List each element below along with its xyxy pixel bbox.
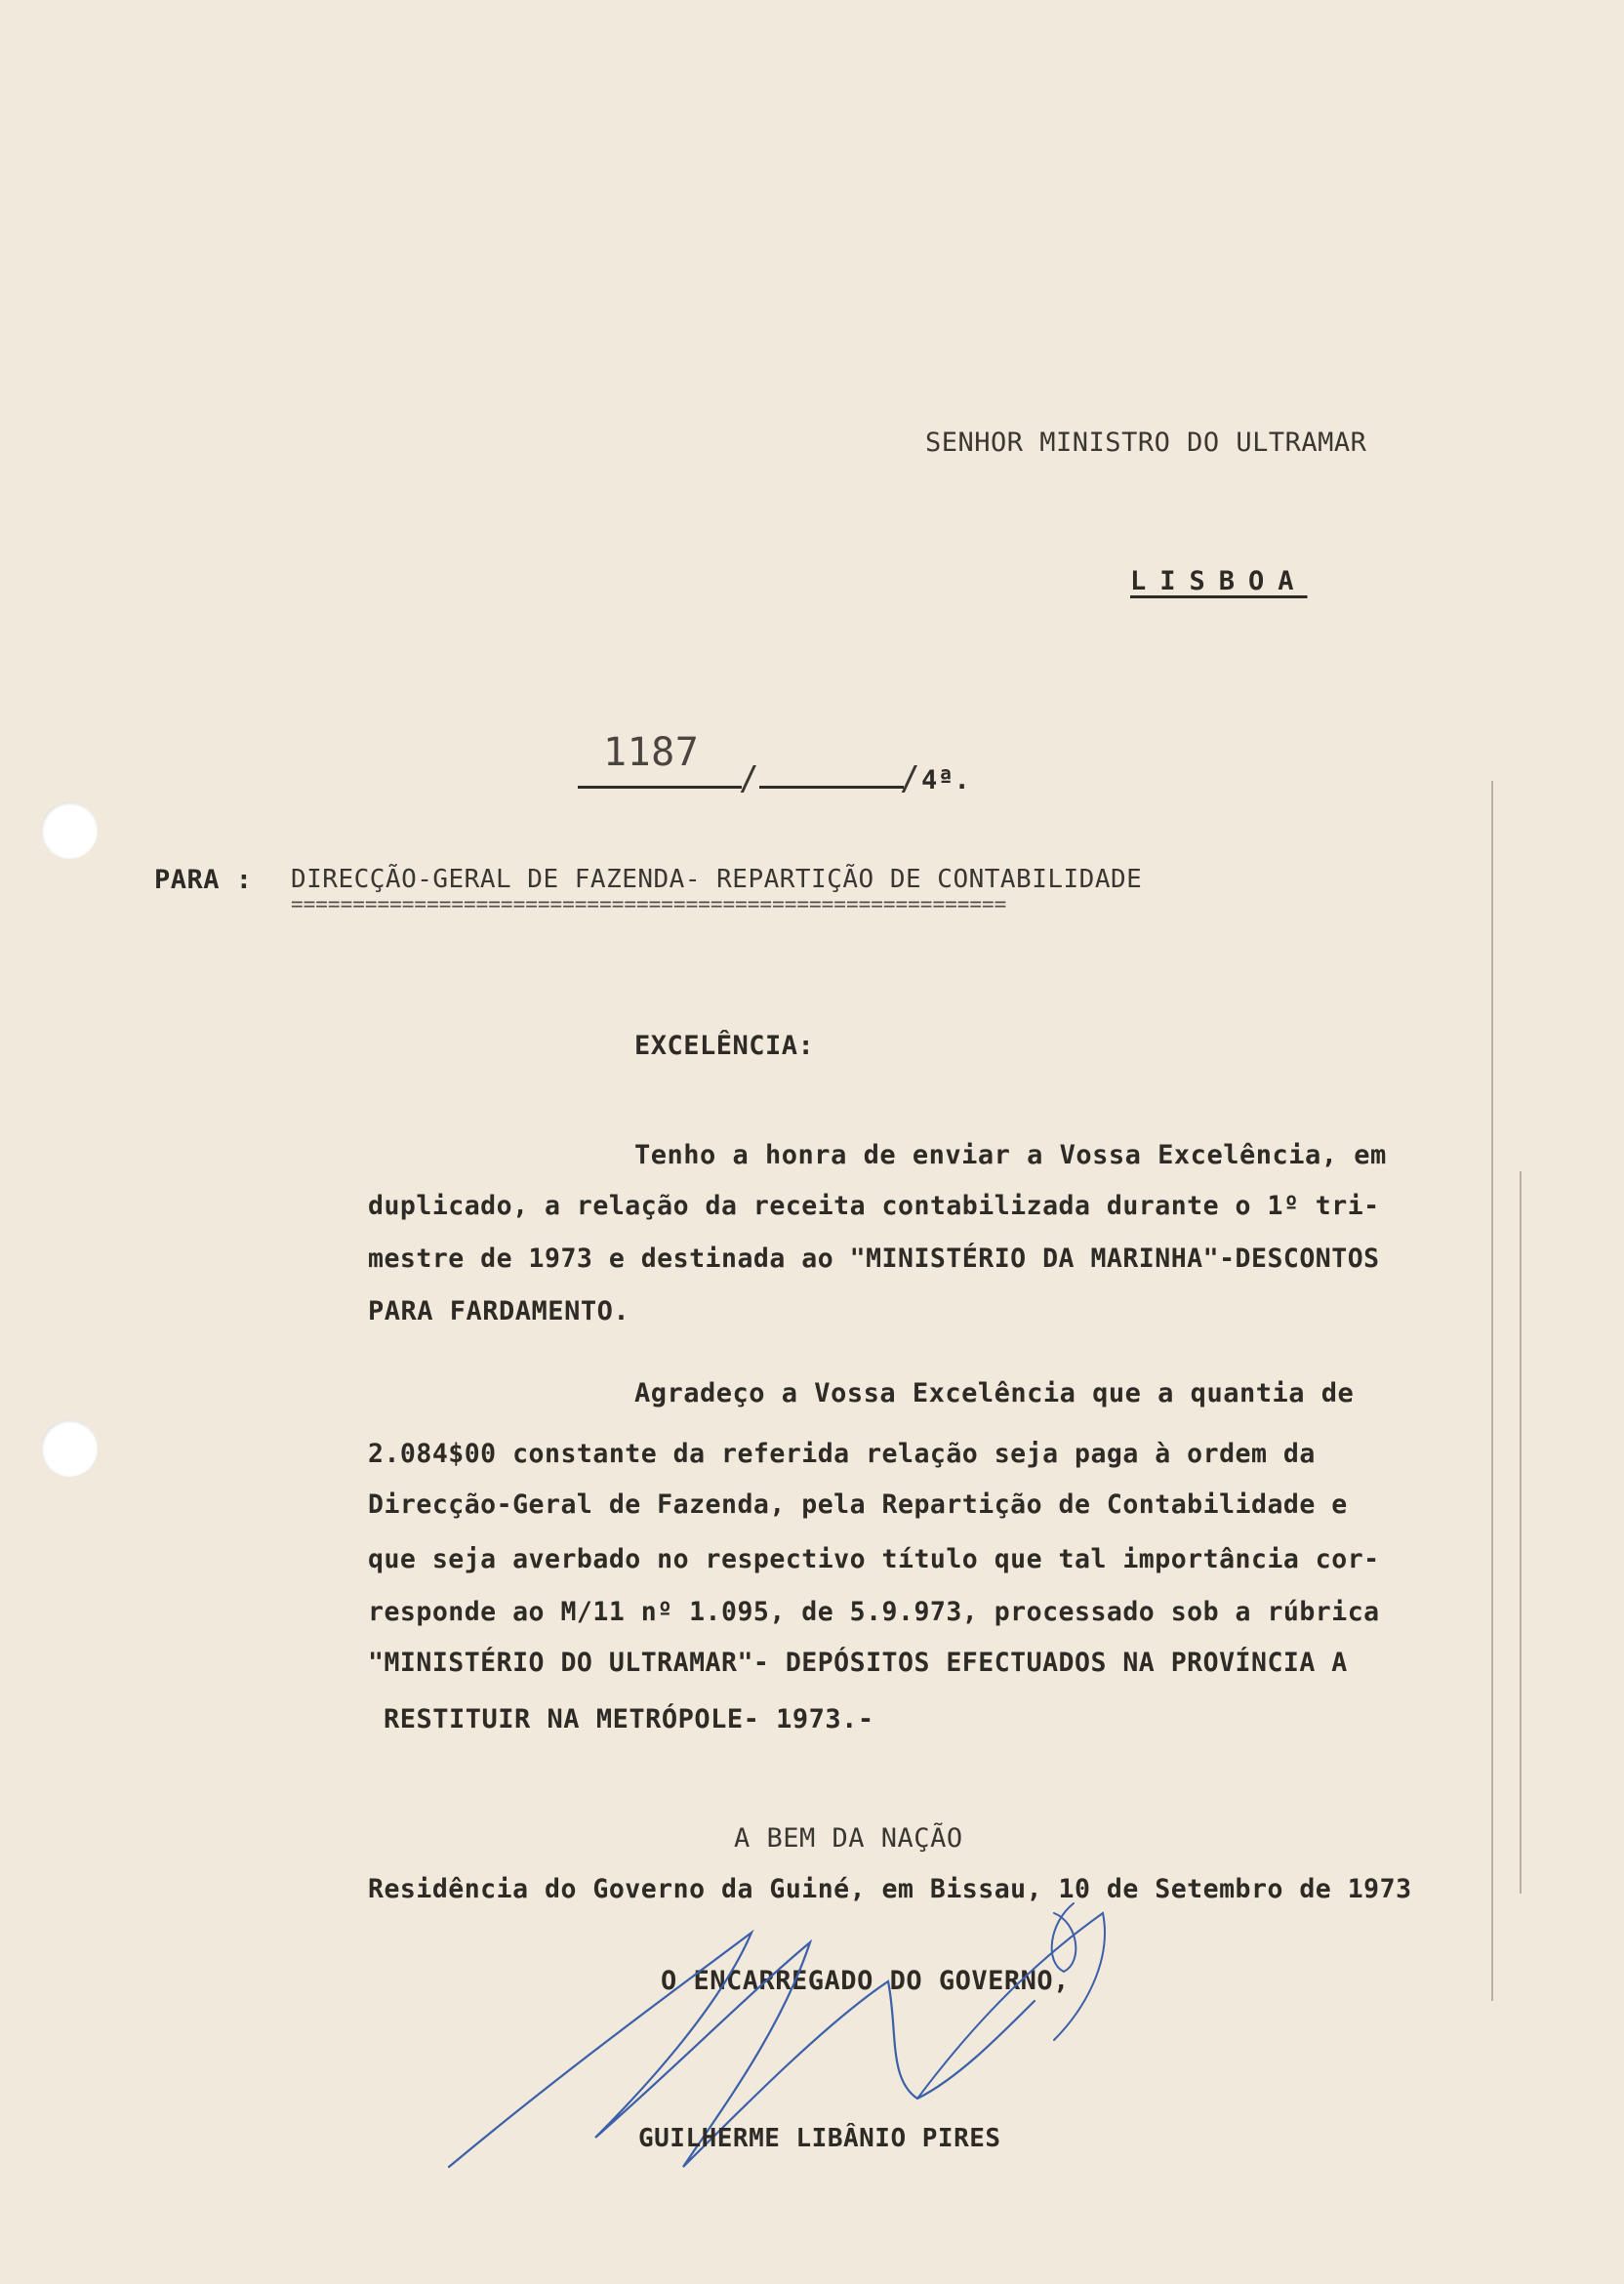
reference-slash-2: / (900, 759, 920, 798)
signature-stroke-hook (917, 1913, 1105, 2099)
fold-line-2 (1520, 1171, 1522, 1894)
paragraph-2-line-7: RESTITUIR NA METRÓPOLE- 1973.- (384, 1704, 874, 1734)
reference-rule-1 (578, 786, 742, 789)
closing-motto: A BEM DA NAÇÃO (734, 1823, 963, 1854)
signatory-name: GUILHERME LIBÂNIO PIRES (638, 2124, 1001, 2153)
reference-slash-1: / (739, 759, 759, 798)
paragraph-1-line-3: mestre de 1973 e destinada ao "MINISTÉRIO DA MARINHA"-DESCONTOS (368, 1244, 1380, 1274)
paragraph-1-line-4: PARA FARDAMENTO. (368, 1296, 630, 1326)
closing-office: O ENCARREGADO DO GOVERNO, (661, 1966, 1070, 1996)
closing-place-date: Residência do Governo da Guiné, em Bissau, 10 de Setembro de 1973 (368, 1874, 1412, 1904)
para-recipient: DIRECÇÃO-GERAL DE FAZENDA- REPARTIÇÃO DE CONTABILIDADE (291, 865, 1143, 894)
paragraph-2-line-4: que seja averbado no respectivo título que tal importância cor- (368, 1544, 1380, 1574)
paragraph-2-line-2: 2.084$00 constante da referida relação seja paga à ordem da (368, 1439, 1316, 1469)
paragraph-1-line-2: duplicado, a relação da receita contabilizada durante o 1º tri- (368, 1191, 1380, 1221)
paragraph-2-line-1: Agradeço a Vossa Excelência que a quantia de (634, 1378, 1355, 1408)
punch-hole-bottom (41, 1420, 98, 1477)
reference-number: 1187 (603, 730, 700, 775)
paragraph-2-line-6: "MINISTÉRIO DO ULTRAMAR"- DEPÓSITOS EFECTUADOS NA PROVÍNCIA A (368, 1648, 1348, 1678)
reference-rule-2 (759, 786, 904, 789)
city: LISBOA (1130, 566, 1308, 596)
para-label: PARA : (154, 865, 253, 895)
fold-line (1491, 781, 1493, 2001)
addressee: SENHOR MINISTRO DO ULTRAMAR (925, 428, 1367, 458)
signature-stroke-loop (1052, 1903, 1076, 1972)
para-underline: ========================================================== (291, 892, 1007, 916)
paragraph-2-line-5: responde ao M/11 nº 1.095, de 5.9.973, processado sob a rúbrica (368, 1597, 1380, 1627)
reference-series: 4ª. (921, 765, 971, 795)
punch-hole-top (41, 802, 98, 859)
paragraph-2-line-3: Direcção-Geral de Fazenda, pela Repartição de Contabilidade e (368, 1489, 1348, 1520)
paragraph-1-line-1: Tenho a honra de enviar a Vossa Excelência, em (634, 1140, 1387, 1170)
salutation: EXCELÊNCIA: (634, 1031, 815, 1061)
